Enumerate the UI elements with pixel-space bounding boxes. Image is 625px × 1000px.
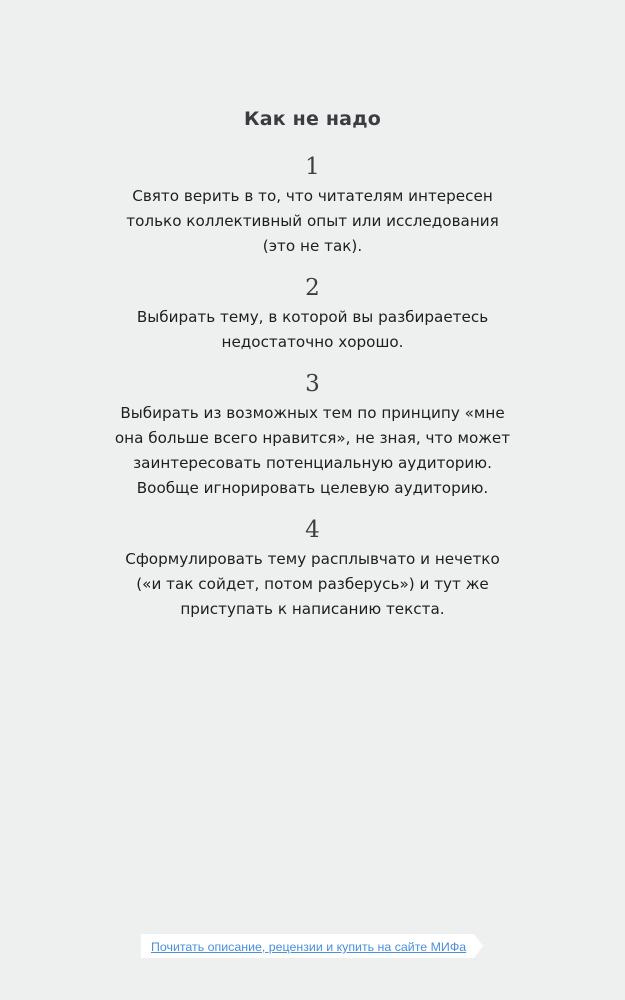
item-text-line: Выбирать из возможных тем по принципу «мне	[120, 404, 505, 422]
item-text-line: (это не так).	[262, 237, 363, 255]
footer-link-banner	[141, 934, 474, 958]
item-text	[113, 305, 513, 355]
item-text-line: приступать к написанию текста.	[180, 600, 445, 618]
section-heading: Как не надо	[243, 108, 382, 130]
buy-book-link[interactable]: Почитать описание, рецензии и купить на сайте МИФа	[151, 940, 467, 954]
item-text-line: заинтересовать потенциальную аудиторию.	[133, 454, 492, 472]
item-text	[113, 547, 513, 622]
item-text-line: Свято верить в то, что читателям интересен	[132, 187, 493, 205]
item-number: 1	[305, 154, 320, 180]
list-item	[0, 154, 625, 259]
item-text-line: Выбирать тему, в которой вы разбираетесь	[136, 308, 489, 326]
item-text-line: Вообще игнорировать целевую аудиторию.	[136, 479, 489, 497]
list-item	[0, 275, 625, 355]
list-item	[0, 371, 625, 501]
item-number: 2	[305, 275, 320, 301]
item-text-line: недостаточно хорошо.	[221, 333, 404, 351]
item-text	[113, 401, 513, 501]
item-number: 3	[305, 371, 320, 397]
list-item	[0, 517, 625, 622]
item-text-line: («и так сойдет, потом разберусь») и тут же	[136, 575, 489, 593]
item-text-line: только коллективный опыт или исследования	[126, 212, 499, 230]
item-text-line: Сформулировать тему расплывчато и нечетко	[125, 550, 500, 568]
item-text-line: она больше всего нравится», не зная, что может	[114, 429, 511, 447]
item-number: 4	[305, 517, 320, 543]
item-text	[113, 184, 513, 259]
